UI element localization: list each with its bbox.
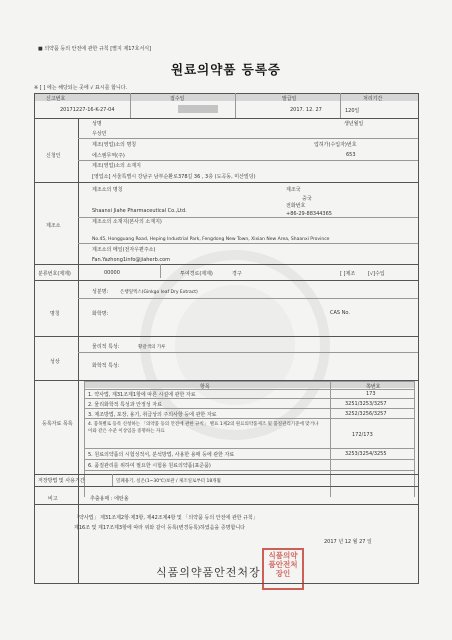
class-no-value: 00000: [104, 270, 120, 276]
cert-date: 2017 년 12 월 27 일: [324, 539, 372, 545]
address-label: 제조(영업)소의 소재지: [92, 163, 141, 169]
class-no-label: 분류번호(제제): [38, 271, 71, 277]
ingredient-label: 성분명:: [92, 289, 109, 295]
mfr-name-value: Shaanxi Jiahe Pharmaceutical Co.,Ltd.: [92, 208, 187, 214]
cert-line-2: 제16조 및 제17조제3항에 따라 위와 같이 등록(변경등록)하였음을 증명합니다: [74, 525, 246, 531]
license-value: 653: [346, 152, 356, 158]
reg-no-value: 20171227-16-K-27-04: [60, 107, 115, 113]
cert-line-1: 「약사법」 제31조제2항·제3항, 제42조제4항 및 「의약품 등의 안전에 관한 규칙」: [74, 515, 258, 521]
name-label: 성명: [92, 121, 102, 127]
reg-no-label: 신고번호: [46, 96, 66, 102]
storage-label: 저장방법 및 사용기간: [38, 478, 85, 484]
receipt-label: 접수일: [170, 96, 185, 102]
cas-label: CAS No.: [330, 310, 350, 316]
address-value: [영업소] 서울특별시 강남구 남부순환로378길 36 , 3층 (도곡동, 미산빌딩): [92, 174, 256, 180]
birth-label: 생년월일: [344, 121, 364, 127]
doc-row-3: 3. 제조방법, 포장, 용기, 취급상의 주의사항 등에 관한 자료: [88, 412, 217, 418]
doc-row-1-page: 173: [366, 391, 376, 397]
ingredient-value: 은행잎엑스(Ginkgo leaf Dry Extract): [120, 290, 198, 295]
physical-value: 황갈색의 가루: [138, 345, 166, 350]
mfr-name-label: 제조소의 명칭: [92, 187, 123, 193]
doc-row-5: 5. 원료의약품의 시험성적서, 분석방법, 사용한 용매 등에 관한 자료: [88, 452, 235, 458]
doc-row-1: 1. 약사법, 제31조제1항에 따른 시설에 관한 자료: [88, 392, 196, 398]
period-label: 처리기간: [363, 96, 383, 102]
cert-authority: 식품의약품안전처장: [156, 566, 261, 579]
company-label: 제조(영업)소의 명칭: [92, 142, 137, 148]
company-value: 에스엠무역(주): [92, 153, 125, 159]
phone-value: +86-29-88344365: [286, 211, 332, 217]
name-value: 우상민: [92, 131, 107, 137]
make-option: [ ]제조: [340, 271, 356, 277]
storage-value: 밀폐용기, 실온(1~30℃)보관 / 제조일로부터 18개월: [116, 479, 221, 484]
doc-row-5-page: 3253/3254/3255: [345, 451, 387, 457]
seal-text: 식품의약품안전처장인: [268, 551, 298, 578]
doc-row-2: 2. 물리화학적 특성과 안정성 자료: [88, 402, 162, 408]
route-value: 경구: [232, 271, 242, 277]
remarks-value: 추출용매 : 에탄올: [90, 496, 129, 502]
doc-row-3-page: 3252/3256/3257: [345, 411, 387, 417]
check-note: ※ [ ] 에는 해당되는 곳에 √ 표시를 합니다.: [34, 85, 128, 91]
mfr-address-label: 제조소의 소재지(본사의 소재지): [92, 219, 162, 225]
doc-row-4-page: 172/173: [352, 432, 373, 438]
documents-section-label: 등록자료 목록: [42, 421, 73, 427]
applicant-section-label: 신청인: [46, 153, 61, 159]
chemical-prop-label: 화학적 특성:: [92, 363, 120, 369]
issue-label: 발급일: [282, 96, 297, 102]
product-section-label: 명칭: [50, 311, 60, 317]
mfr-address-value: No.45, Hongguang Road, Heping Industrial Park, Fengdong New Town, Xixian New Area, Shaanxi Province: [92, 237, 330, 242]
country-label: 제조국: [286, 187, 301, 193]
period-value: 120일: [345, 108, 360, 114]
manufacturer-section-label: 제조소: [46, 223, 61, 229]
doc-row-2-page: 3251/3253/3257: [345, 401, 387, 407]
email-value: Fan.Yazhong1info@jiaherb.com: [92, 257, 171, 263]
phone-label: 전화번호: [286, 203, 306, 209]
license-label: 업허가(수입자)번호: [314, 142, 357, 148]
remarks-label: 비고: [48, 496, 58, 502]
doc-col-page: 쪽번호: [366, 384, 381, 390]
route-label: 투여경로(제제): [180, 271, 213, 277]
doc-col-title: 항목: [200, 384, 210, 390]
redacted-receipt-date: [178, 105, 218, 113]
properties-section-label: 성상: [50, 359, 60, 365]
physical-label: 물리적 특성:: [92, 344, 120, 350]
chemical-name-label: 화학명:: [92, 311, 109, 317]
email-label: 제조소의 메일(전자우편주소): [92, 247, 156, 253]
import-option: [√]수입: [368, 271, 385, 277]
form-reference: ■ 의약품 등의 안전에 관한 규칙 [별지 제17호서식]: [38, 46, 152, 52]
doc-row-6: 6. 품질관리를 위하여 필요한 시험용 원료의약품(표준품): [88, 463, 211, 469]
doc-row-4: 4. 품목별로 등록 신청하는 「의약품 등의 안전에 관한 규칙」 별표 1제2의 원료의약품제조 및 품질관리기준에 맞거나 이와 같은 수준 이상임을 증명하는 자료: [88, 422, 319, 434]
issue-date: 2017. 12. 27: [290, 107, 322, 113]
page-title: 원료의약품 등록증: [171, 62, 281, 77]
country-value: 중국: [302, 196, 312, 202]
